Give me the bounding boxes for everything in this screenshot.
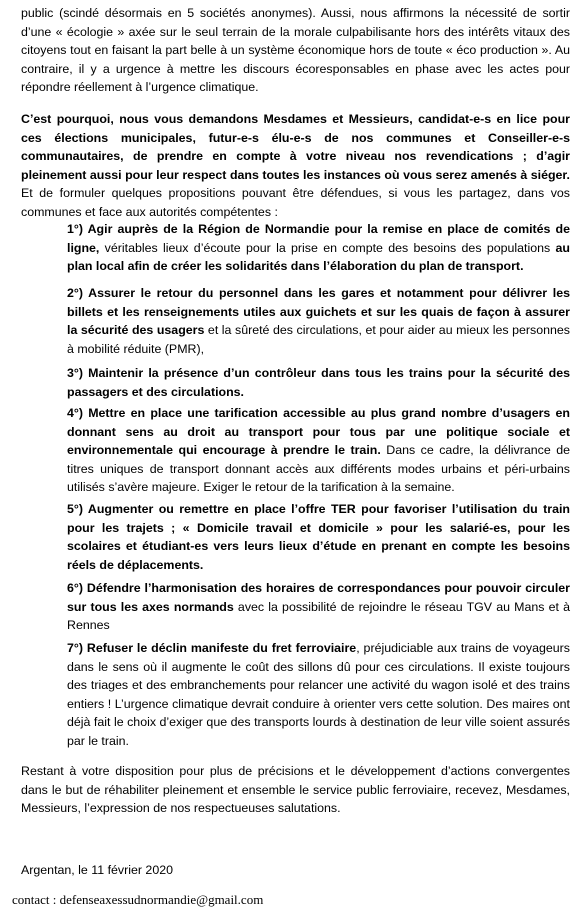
demand-item-2-text: et la sûreté des circulations, et pour aider au mieux les personnes à mobilité réduite (PMR),: [67, 323, 570, 356]
demand-item-2: [67, 284, 570, 358]
contact-line: contact : defenseaxessudnormandie@gmail.com: [12, 892, 264, 907]
intro-paragraph: public (scindé désormais en 5 sociétés anonymes). Aussi, nous affirmons la nécessité de sortir d’une « écologie » axée sur le seul terrain de la morale culpabilisante hors des intérêts vitaux des citoyens tout en faisant la part belle à un système économique hors de toute « éco production ». Au contraire, il y a urgence à mettre les discours écoresponsables en phase avec les actes pour répondre réellement à l’urgence climatique.: [21, 6, 570, 94]
demand-item-1-text: véritables lieux d’écoute pour la prise en compte des besoins des populations: [99, 240, 556, 255]
demand-item-4-bold: 4°) Mettre en place une tarification accessible au plus grand nombre d’usagers en donnant sens au droit au transport pour tous par une politique sociale et environnementale qui encourage à prendre le train.: [67, 406, 570, 457]
demand-item-3-bold: 3°) Maintenir la présence d’un contrôleur dans tous les trains pour la sécurité des passagers et des circulations.: [67, 366, 570, 399]
demand-item-5: [67, 500, 570, 574]
demand-item-2-bold: 2°) Assurer le retour du personnel dans les gares et notamment pour délivrer les billets et les renseignements utiles aux guichets et sur les quais de façon à assurer la sécurité des usagers: [67, 286, 570, 337]
demand-item-6-bold: 6°) Défendre l’harmonisation des horaires de correspondances pour pouvoir circuler sur tous les axes normands: [67, 581, 570, 614]
date-line: Argentan, le 11 février 2020: [21, 863, 173, 877]
demand-item-5-bold: 5°) Augmenter ou remettre en place l’offre TER pour favoriser l’utilisation du train pour les trajets ; « Domicile travail et domicile » pour les salarié-es, pour les scolaires et étudiant-es vers leurs lieux d’étude en prenant en compte les besoins réels de déplacements.: [67, 502, 570, 572]
demand-item-7: [67, 639, 570, 750]
demand-item-7-text: , préjudiciable aux trains de voyageurs dans le sens où il augmente le coût des sillons dû pour ces circulations. Il existe toujours des triages et des embranchements pour relancer une activité du wagon isolé et des trains entiers ! L’urgence climatique devrait conduire à orienter vers cette solution. Des maires ont déjà fait le choix d’exiger que des transports lourds à destination de leur ville soient assurés par le train.: [67, 641, 571, 748]
demand-item-1-bold-2: au plan local afin de créer les solidarités dans l’élaboration du plan de transport.: [67, 240, 570, 273]
demand-item-4-text: Dans ce cadre, la délivrance de titres uniques de transport donnant accès aux différents modes urbains et péri-urbains utilisés s’avère majeure. Exiger le retour de la tarification à la semaine.: [67, 443, 571, 494]
demand-item-6-text: avec la possibilité de rejoindre le réseau TGV au Mans et à Rennes: [67, 599, 570, 632]
demand-item-4: [67, 404, 570, 497]
request-paragraph: [21, 110, 570, 221]
request-normal-text: Et de formuler quelques propositions pouvant être défendues, si vous les partagez, dans vos communes et face aux autorités compétentes :: [21, 186, 570, 219]
request-bold-text: C’est pourquoi, nous vous demandons Mesdames et Messieurs, candidat-e-s en lice pour ces élections municipales, futur-e-s élu-e-s de nos communes et Conseiller-e-s communautaires, de prendre en compte à votre niveau nos revendications ; d’agir pleinement aussi pour leur respect dans toutes les instances où vous serez amenés à siéger.: [21, 112, 570, 182]
demand-item-7-bold: 7°) Refuser le déclin manifeste du fret ferroviaire: [67, 641, 357, 655]
demand-item-1-bold: 1°) Agir auprès de la Région de Normandie pour la remise en place de comités de ligne,: [67, 222, 570, 255]
demand-item-1: [67, 220, 570, 276]
demand-item-3: [67, 364, 570, 401]
demand-item-6: [67, 579, 570, 635]
closing-paragraph: Restant à votre disposition pour plus de précisions et le développement d’actions convergentes dans le but de réhabiliter pleinement et ensemble le service public ferroviaire, recevez, Mesdames, Messieurs, l’expression de nos respectueuses salutations.: [21, 764, 570, 815]
